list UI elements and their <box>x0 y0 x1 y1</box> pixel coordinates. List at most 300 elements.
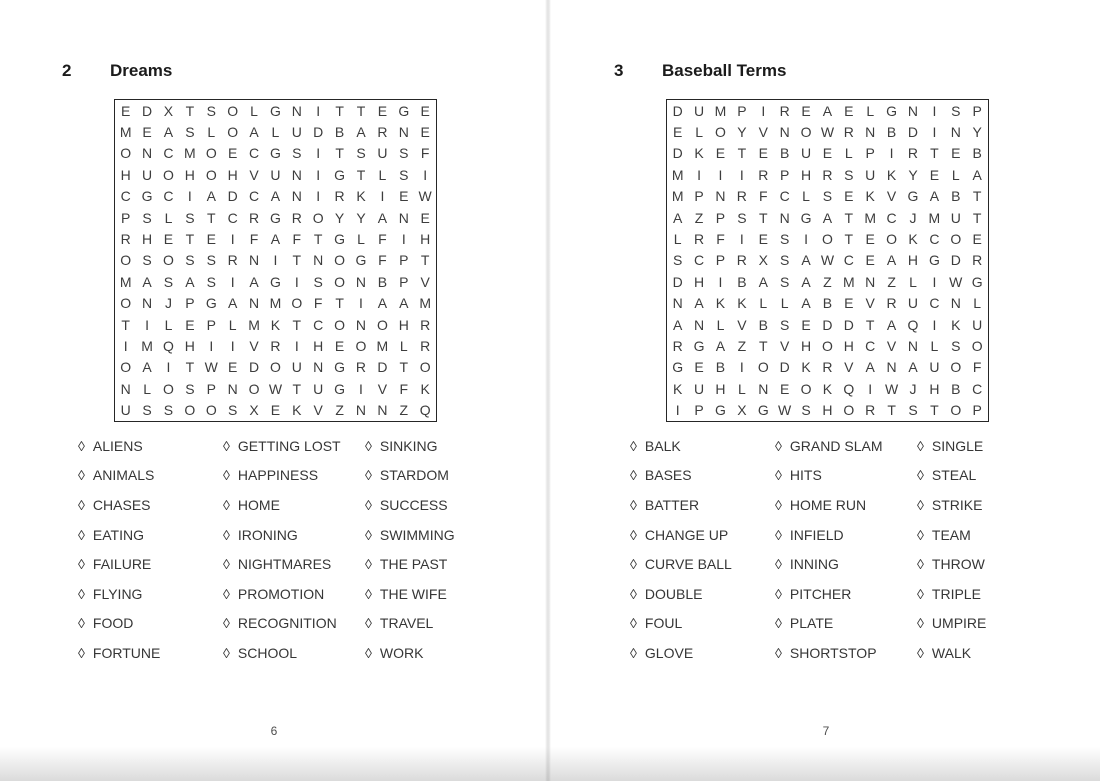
grid-letter-cell: N <box>355 273 367 290</box>
word-list <box>552 431 1100 671</box>
grid-letter-cell: N <box>758 380 769 397</box>
diamond-bullet-icon: ◊ <box>223 467 230 484</box>
puzzle-title: Baseball Terms <box>662 61 787 80</box>
grid-letter-cell: F <box>378 252 387 269</box>
grid-letter-cell: J <box>909 380 917 397</box>
grid-letter-cell: X <box>737 402 747 419</box>
grid-letter-cell: H <box>715 380 726 397</box>
diamond-bullet-icon: ◊ <box>365 644 372 661</box>
grid-letter-cell: R <box>736 188 747 205</box>
grid-letter-cell: S <box>185 209 195 226</box>
grid-letter-cell: U <box>865 166 876 183</box>
grid-letter-cell: Y <box>908 166 918 183</box>
grid-letter-cell: C <box>972 380 983 397</box>
grid-letter-cell: O <box>334 252 346 269</box>
grid-letter-cell: P <box>715 209 726 226</box>
word-list-item <box>775 549 883 579</box>
grid-letter-cell: L <box>271 124 280 141</box>
grid-letter-cell: E <box>227 359 238 376</box>
grid-letter-cell: T <box>356 166 366 183</box>
grid-letter-cell: S <box>206 273 216 290</box>
word-label: BALK <box>644 437 681 454</box>
grid-letter-cell: V <box>844 359 854 376</box>
grid-row <box>667 228 989 249</box>
grid-letter-cell: T <box>844 231 854 248</box>
word-label: TRAVEL <box>379 615 434 632</box>
word-list-item <box>365 579 455 609</box>
grid-letter-cell: W <box>884 380 899 397</box>
grid-letter-cell: T <box>292 252 302 269</box>
grid-letter-cell: R <box>334 188 345 205</box>
grid-letter-cell: R <box>907 145 919 162</box>
grid-letter-cell: T <box>758 337 768 354</box>
grid-row <box>115 357 437 378</box>
grid-letter-cell: C <box>163 145 174 162</box>
grid-letter-cell: B <box>886 124 897 141</box>
grid-letter-cell: A <box>886 316 897 333</box>
grid-row <box>115 250 437 271</box>
grid-letter-cell: S <box>292 145 302 162</box>
grid-letter-cell: E <box>163 231 174 248</box>
grid-letter-cell: R <box>865 402 876 419</box>
word-label: PLATE <box>789 615 834 632</box>
word-list-item <box>223 549 341 579</box>
word-list-item <box>775 431 883 461</box>
grid-letter-cell: S <box>779 252 790 269</box>
grid-letter-cell: L <box>759 295 768 312</box>
word-label: GETTING LOST <box>237 437 341 454</box>
grid-letter-cell: Q <box>907 316 919 333</box>
grid-letter-cell: X <box>249 402 259 419</box>
grid-letter-cell: D <box>950 252 961 269</box>
grid-letter-cell: U <box>291 124 302 141</box>
grid-letter-cell: T <box>865 316 875 333</box>
grid-letter-cell: G <box>800 209 812 226</box>
grid-letter-cell: V <box>758 124 768 141</box>
grid-letter-cell: F <box>313 295 323 312</box>
grid-letter-cell: U <box>291 359 302 376</box>
grid-letter-cell: N <box>142 145 153 162</box>
grid-letter-cell: Z <box>887 273 896 290</box>
grid-letter-cell: A <box>929 188 940 205</box>
word-list-item <box>630 638 732 668</box>
grid-letter-cell: N <box>865 273 876 290</box>
grid-letter-cell: I <box>739 166 744 183</box>
grid-letter-cell: A <box>142 273 152 290</box>
grid-letter-cell: S <box>227 402 238 419</box>
word-list-column <box>365 431 455 668</box>
grid-letter-cell: S <box>908 402 918 419</box>
grid-letter-cell: N <box>865 124 876 141</box>
word-list-column <box>775 431 883 668</box>
grid-letter-cell: U <box>950 209 961 226</box>
diamond-bullet-icon: ◊ <box>223 496 230 513</box>
diamond-bullet-icon: ◊ <box>775 496 782 513</box>
grid-letter-cell: L <box>716 316 725 333</box>
grid-letter-cell: E <box>715 145 726 162</box>
diamond-bullet-icon: ◊ <box>365 615 372 632</box>
grid-letter-cell: V <box>313 402 323 419</box>
grid-letter-cell: L <box>207 124 216 141</box>
word-list-item <box>775 638 883 668</box>
grid-letter-cell: K <box>356 188 366 205</box>
grid-letter-cell: O <box>800 380 812 397</box>
grid-letter-cell: U <box>800 145 812 162</box>
word-label: UMPIRE <box>931 615 987 632</box>
grid-letter-cell: P <box>694 188 704 205</box>
word-list-column <box>917 431 986 668</box>
word-label: FLYING <box>92 585 143 602</box>
grid-letter-cell: I <box>230 273 235 290</box>
word-list-column <box>78 431 160 668</box>
wordsearch-grid <box>114 99 437 422</box>
grid-letter-cell: N <box>907 102 919 119</box>
word-label: STEAL <box>931 467 977 484</box>
diamond-bullet-icon: ◊ <box>365 467 372 484</box>
wordsearch-grid-body <box>115 100 437 422</box>
grid-row <box>115 164 437 185</box>
grid-letter-cell: E <box>779 380 790 397</box>
grid-letter-cell: O <box>227 102 239 119</box>
grid-letter-cell: E <box>801 102 811 119</box>
grid-letter-cell: E <box>270 402 281 419</box>
word-label: TEAM <box>931 526 971 543</box>
grid-letter-cell: D <box>313 124 324 141</box>
grid-letter-cell: R <box>248 209 260 226</box>
word-label: THE WIFE <box>379 585 447 602</box>
word-list-item <box>223 520 341 550</box>
grid-row <box>667 250 989 271</box>
grid-letter-cell: A <box>822 209 833 226</box>
grid-row <box>115 100 437 122</box>
grid-letter-cell: V <box>249 337 259 354</box>
grid-letter-cell: F <box>249 231 259 248</box>
grid-letter-cell: I <box>166 359 171 376</box>
grid-letter-cell: S <box>822 188 833 205</box>
grid-letter-cell: V <box>249 166 259 183</box>
grid-letter-cell: M <box>928 209 941 226</box>
grid-letter-cell: F <box>420 145 430 162</box>
puzzle-number: 2 <box>62 61 72 80</box>
grid-letter-cell: D <box>672 145 683 162</box>
diamond-bullet-icon: ◊ <box>365 556 372 573</box>
grid-letter-cell: R <box>227 252 238 269</box>
word-list-item <box>78 490 160 520</box>
grid-letter-cell: D <box>822 316 833 333</box>
grid-letter-cell: D <box>248 359 260 376</box>
grid-letter-cell: O <box>334 316 346 333</box>
word-list-item <box>917 609 986 639</box>
grid-letter-cell: E <box>334 337 345 354</box>
grid-letter-cell: U <box>694 380 705 397</box>
grid-letter-cell: K <box>292 402 302 419</box>
grid-letter-cell: D <box>779 359 790 376</box>
grid-letter-cell: T <box>356 102 366 119</box>
grid-letter-cell: M <box>671 166 684 183</box>
diamond-bullet-icon: ◊ <box>630 437 637 454</box>
grid-letter-cell: G <box>907 188 919 205</box>
grid-letter-cell: K <box>737 295 747 312</box>
grid-letter-cell: U <box>694 102 705 119</box>
grid-letter-cell: A <box>377 209 388 226</box>
diamond-bullet-icon: ◊ <box>223 437 230 454</box>
grid-letter-cell: T <box>185 102 195 119</box>
grid-letter-cell: C <box>163 188 174 205</box>
word-list-item <box>223 490 341 520</box>
grid-letter-cell: E <box>399 188 409 205</box>
word-label: FOOD <box>92 615 134 632</box>
grid-letter-cell: T <box>420 252 430 269</box>
grid-letter-cell: I <box>380 188 385 205</box>
grid-letter-cell: I <box>316 102 321 119</box>
grid-row <box>667 121 989 142</box>
grid-letter-cell: O <box>291 295 303 312</box>
grid-letter-cell: P <box>972 102 982 119</box>
grid-letter-cell: E <box>673 124 683 141</box>
grid-letter-cell: E <box>758 145 768 162</box>
grid-letter-cell: L <box>399 337 408 354</box>
grid-letter-cell: H <box>800 337 812 354</box>
word-list-item <box>775 609 883 639</box>
grid-letter-cell: R <box>270 337 281 354</box>
grid-letter-cell: O <box>376 316 388 333</box>
diamond-bullet-icon: ◊ <box>917 467 924 484</box>
grid-letter-cell: M <box>269 295 282 312</box>
word-label: ALIENS <box>92 437 143 454</box>
word-list-item <box>917 638 986 668</box>
word-list-item <box>365 549 455 579</box>
grid-letter-cell: O <box>205 145 217 162</box>
diamond-bullet-icon: ◊ <box>917 556 924 573</box>
word-list-item <box>630 490 732 520</box>
grid-letter-cell: T <box>335 295 344 312</box>
grid-letter-cell: U <box>972 316 983 333</box>
word-label: GLOVE <box>644 644 694 661</box>
word-label: FAILURE <box>92 556 152 573</box>
word-list-item <box>365 490 455 520</box>
grid-row <box>667 143 989 164</box>
grid-letter-cell: E <box>420 102 430 119</box>
grid-letter-cell: D <box>142 102 153 119</box>
word-label: BATTER <box>644 496 700 513</box>
grid-letter-cell: P <box>121 209 131 226</box>
grid-letter-cell: A <box>673 209 683 226</box>
diamond-bullet-icon: ◊ <box>78 556 85 573</box>
word-label: PITCHER <box>789 585 852 602</box>
grid-letter-cell: J <box>909 209 917 226</box>
word-list-item <box>917 520 986 550</box>
grid-letter-cell: R <box>822 166 833 183</box>
word-list-item <box>365 431 455 461</box>
grid-row <box>667 271 989 292</box>
grid-letter-cell: G <box>334 231 346 248</box>
grid-letter-cell: H <box>184 166 195 183</box>
diamond-bullet-icon: ◊ <box>630 644 637 661</box>
grid-letter-cell: E <box>377 102 388 119</box>
grid-letter-cell: L <box>780 295 789 312</box>
diamond-bullet-icon: ◊ <box>917 496 924 513</box>
grid-letter-cell: X <box>163 102 174 119</box>
grid-letter-cell: E <box>844 295 854 312</box>
grid-letter-cell: L <box>378 166 387 183</box>
grid-letter-cell: L <box>143 380 151 397</box>
grid-letter-cell: A <box>673 316 683 333</box>
grid-letter-cell: F <box>716 231 725 248</box>
grid-letter-cell: A <box>185 273 195 290</box>
grid-letter-cell: N <box>950 124 961 141</box>
grid-letter-cell: F <box>758 188 768 205</box>
grid-letter-cell: V <box>779 337 790 354</box>
grid-letter-cell: G <box>757 402 769 419</box>
word-label: IRONING <box>237 526 298 543</box>
grid-letter-cell: B <box>972 145 982 162</box>
grid-letter-cell: O <box>269 359 281 376</box>
grid-letter-cell: K <box>801 359 811 376</box>
grid-letter-cell: Z <box>737 337 747 354</box>
grid-letter-cell: T <box>758 209 768 226</box>
word-list-item <box>78 520 160 550</box>
grid-letter-cell: K <box>270 316 281 333</box>
grid-letter-cell: N <box>377 402 388 419</box>
grid-letter-cell: H <box>120 166 131 183</box>
grid-letter-cell: I <box>123 337 128 354</box>
grid-letter-cell: I <box>187 188 192 205</box>
grid-letter-cell: O <box>120 145 132 162</box>
page-number: 7 <box>822 724 830 738</box>
grid-letter-cell: C <box>313 316 324 333</box>
grid-letter-cell: A <box>801 252 811 269</box>
grid-letter-cell: K <box>694 145 704 162</box>
word-list-item <box>917 490 986 520</box>
grid-letter-cell: J <box>164 295 172 312</box>
grid-letter-cell: N <box>248 295 260 312</box>
grid-letter-cell: A <box>399 295 409 312</box>
grid-letter-cell: L <box>802 188 810 205</box>
word-list-item <box>78 461 160 491</box>
word-label: TRIPLE <box>931 585 981 602</box>
grid-letter-cell: O <box>821 337 833 354</box>
grid-letter-cell: E <box>929 166 940 183</box>
grid-letter-cell: K <box>673 380 683 397</box>
grid-letter-cell: N <box>398 209 409 226</box>
word-list-item <box>775 461 883 491</box>
grid-letter-cell: A <box>715 337 726 354</box>
diamond-bullet-icon: ◊ <box>78 615 85 632</box>
grid-letter-cell: P <box>737 102 747 119</box>
grid-row <box>115 314 437 335</box>
grid-letter-cell: O <box>184 402 196 419</box>
grid-row <box>667 399 989 421</box>
puzzle-number: 3 <box>614 61 624 80</box>
grid-letter-cell: G <box>398 102 410 119</box>
word-list-item <box>630 609 732 639</box>
grid-letter-cell: S <box>399 166 409 183</box>
grid-letter-cell: Q <box>163 337 174 354</box>
grid-letter-cell: F <box>378 231 387 248</box>
word-label: FOUL <box>644 615 683 632</box>
grid-letter-cell: M <box>141 337 153 354</box>
grid-letter-cell: N <box>907 337 919 354</box>
diamond-bullet-icon: ◊ <box>775 644 782 661</box>
grid-letter-cell: K <box>865 188 875 205</box>
grid-letter-cell: H <box>907 252 919 269</box>
grid-letter-cell: C <box>779 188 790 205</box>
grid-letter-cell: S <box>163 402 174 419</box>
grid-letter-cell: I <box>932 316 937 333</box>
diamond-bullet-icon: ◊ <box>365 437 372 454</box>
grid-letter-cell: K <box>420 380 430 397</box>
grid-letter-cell: T <box>972 209 982 226</box>
grid-letter-cell: I <box>359 380 363 397</box>
grid-letter-cell: T <box>185 231 195 248</box>
grid-letter-cell: E <box>844 102 854 119</box>
word-list-item <box>775 520 883 550</box>
grid-letter-cell: C <box>248 188 260 205</box>
grid-letter-cell: P <box>779 166 790 183</box>
grid-letter-cell: I <box>697 166 702 183</box>
grid-letter-cell: E <box>822 145 833 162</box>
grid-letter-cell: N <box>291 102 302 119</box>
grid-letter-cell: C <box>865 337 876 354</box>
grid-letter-cell: G <box>672 359 684 376</box>
grid-letter-cell: O <box>950 402 962 419</box>
grid-letter-cell: T <box>206 209 216 226</box>
grid-letter-cell: B <box>715 359 726 376</box>
grid-letter-cell: W <box>418 188 432 205</box>
grid-letter-cell: R <box>291 209 302 226</box>
grid-letter-cell: I <box>401 231 406 248</box>
word-list-item <box>365 609 455 639</box>
grid-letter-cell: C <box>248 145 260 162</box>
grid-letter-cell: O <box>419 359 431 376</box>
grid-letter-cell: T <box>737 145 747 162</box>
word-label: THROW <box>931 556 985 573</box>
word-label: WORK <box>379 644 424 661</box>
grid-letter-cell: C <box>929 295 940 312</box>
diamond-bullet-icon: ◊ <box>775 526 782 543</box>
grid-letter-cell: T <box>313 231 323 248</box>
grid-letter-cell: L <box>228 316 237 333</box>
grid-letter-cell: K <box>822 380 833 397</box>
word-label: STARDOM <box>379 467 449 484</box>
word-list-item <box>630 549 732 579</box>
grid-letter-cell: W <box>268 380 283 397</box>
grid-letter-cell: S <box>142 209 152 226</box>
grid-letter-cell: G <box>334 166 346 183</box>
grid-letter-cell: T <box>887 402 896 419</box>
grid-letter-cell: L <box>909 273 917 290</box>
grid-row <box>115 335 437 356</box>
puzzle-title: Dreams <box>110 61 173 80</box>
word-label: RECOGNITION <box>237 615 337 632</box>
grid-letter-cell: T <box>399 359 409 376</box>
puzzle-page-dreams <box>0 0 548 781</box>
grid-letter-cell: S <box>844 166 854 183</box>
grid-letter-cell: R <box>843 124 854 141</box>
wordsearch-grid-body <box>667 100 989 422</box>
word-list-item <box>917 549 986 579</box>
grid-letter-cell: A <box>801 295 811 312</box>
grid-letter-cell: O <box>821 231 833 248</box>
grid-letter-cell: P <box>399 252 409 269</box>
grid-letter-cell: O <box>886 231 898 248</box>
grid-letter-cell: K <box>951 316 961 333</box>
grid-letter-cell: P <box>399 273 409 290</box>
word-list-item <box>78 579 160 609</box>
grid-letter-cell: D <box>377 359 388 376</box>
grid-row <box>115 186 437 207</box>
diamond-bullet-icon: ◊ <box>223 585 230 602</box>
